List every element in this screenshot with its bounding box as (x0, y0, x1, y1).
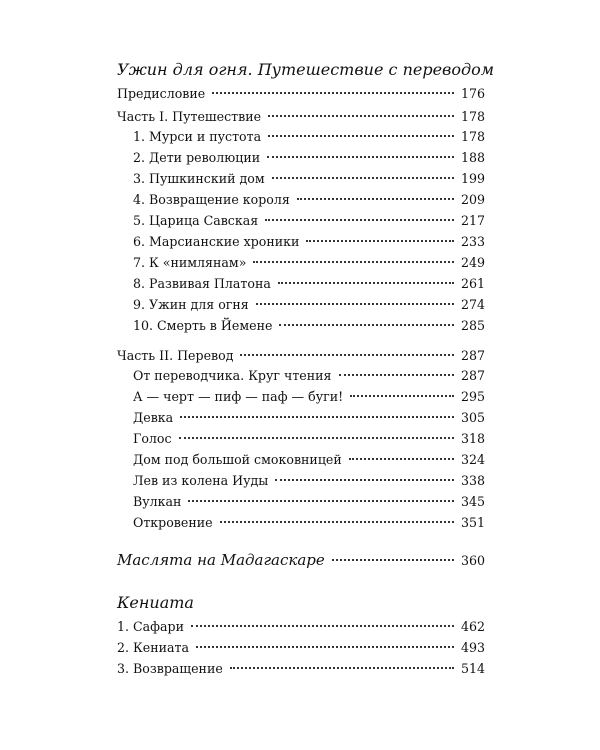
leader-dots (268, 115, 454, 117)
toc-entry-label: А — черт — пиф — паф — буги! (133, 389, 344, 404)
toc-entry[interactable] (117, 638, 485, 658)
leader-dots (297, 198, 454, 200)
toc-entry[interactable] (133, 127, 485, 147)
toc-entry-label: Девка (133, 410, 174, 425)
toc-entry-page: 514 (460, 661, 485, 676)
toc-entry-page: 178 (460, 129, 485, 144)
leader-dots (240, 354, 453, 356)
toc-entry-label: Лев из колена Иуды (133, 473, 269, 488)
leader-dots (265, 219, 454, 221)
toc-entry-page: 178 (460, 109, 485, 124)
toc-entry[interactable] (133, 295, 485, 315)
toc-entry[interactable] (133, 232, 485, 252)
toc-entry-label: От переводчика. Круг чтения (133, 368, 332, 383)
toc-entry[interactable] (117, 346, 485, 366)
section-title: Ужин для огня. Путешествие с переводом (117, 60, 495, 79)
leader-dots (230, 667, 454, 669)
toc-entry[interactable] (133, 387, 485, 407)
toc-entry-page: 285 (460, 318, 485, 333)
leader-dots (268, 135, 454, 137)
toc-entry[interactable] (133, 253, 485, 273)
toc-section-entry[interactable] (117, 550, 485, 570)
toc-entry-page: 360 (460, 553, 485, 568)
section-title: Кениата (117, 593, 194, 612)
toc-entry-label: Откровение (133, 515, 213, 530)
toc-entry-label: 7. К «нимлянам» (133, 255, 247, 270)
toc-entry[interactable] (133, 492, 485, 512)
leader-dots (278, 282, 454, 284)
toc-entry-page: 295 (460, 389, 485, 404)
toc-entry-label: 10. Смерть в Йемене (133, 318, 273, 333)
toc-entry-page: 287 (460, 348, 485, 363)
toc-entry-label: 6. Марсианские хроники (133, 234, 300, 249)
leader-dots (212, 92, 454, 94)
leader-dots (306, 240, 454, 242)
toc-entry-page: 324 (460, 452, 485, 467)
leader-dots (220, 521, 454, 523)
toc-entry-page: 217 (460, 213, 485, 228)
toc-entry-label: Часть II. Перевод (117, 348, 234, 363)
leader-dots (191, 625, 454, 627)
toc-entry[interactable] (117, 107, 485, 127)
toc-entry-page: 462 (460, 619, 485, 634)
toc-entry-label: 1. Сафари (117, 619, 184, 634)
toc-entry-label: Предисловие (117, 86, 206, 101)
toc-entry[interactable] (133, 274, 485, 294)
leader-dots (179, 437, 454, 439)
toc-entry[interactable] (117, 617, 485, 637)
toc-entry-page: 199 (460, 171, 485, 186)
toc-entry-label: 3. Пушкинский дом (133, 171, 265, 186)
toc-entry-page: 338 (460, 473, 485, 488)
toc-entry-label: 1. Мурси и пустота (133, 129, 262, 144)
toc-entry-page: 493 (460, 640, 485, 655)
toc-entry-page: 318 (460, 431, 485, 446)
leader-dots (256, 303, 454, 305)
toc-entry-label: Дом под большой смоковницей (133, 452, 342, 467)
toc-entry[interactable] (133, 211, 485, 231)
toc-entry-label: Часть I. Путешествие (117, 109, 262, 124)
toc-entry-label: 4. Возвращение короля (133, 192, 290, 207)
leader-dots (339, 374, 454, 376)
toc-entry-page: 209 (460, 192, 485, 207)
toc-entry-page: 345 (460, 494, 485, 509)
leader-dots (267, 156, 454, 158)
toc-entry-label: 8. Развивая Платона (133, 276, 271, 291)
toc-entry-page: 287 (460, 368, 485, 383)
toc-entry[interactable] (133, 148, 485, 168)
toc-entry[interactable] (133, 316, 485, 336)
leader-dots (275, 479, 454, 481)
toc-entry-label: 5. Царица Савская (133, 213, 259, 228)
leader-dots (196, 646, 454, 648)
leader-dots (180, 416, 454, 418)
toc-entry-label: 9. Ужин для огня (133, 297, 249, 312)
toc-entry-page: 305 (460, 410, 485, 425)
toc-entry[interactable] (133, 190, 485, 210)
toc-entry-page: 176 (460, 86, 485, 101)
leader-dots (349, 458, 454, 460)
section-title: Маслята на Мадагаскаре (117, 551, 325, 569)
leader-dots (253, 261, 454, 263)
toc-entry[interactable] (133, 450, 485, 470)
leader-dots (279, 324, 454, 326)
toc-entry-page: 274 (460, 297, 485, 312)
toc-entry[interactable] (133, 366, 485, 386)
leader-dots (350, 395, 454, 397)
leader-dots (332, 559, 454, 561)
toc-entry[interactable] (117, 659, 485, 679)
toc-entry-page: 188 (460, 150, 485, 165)
toc-entry[interactable] (133, 429, 485, 449)
toc-entry[interactable] (133, 169, 485, 189)
toc-entry[interactable] (117, 84, 485, 104)
toc-entry-label: 2. Кениата (117, 640, 189, 655)
toc-entry-label: Голос (133, 431, 172, 446)
leader-dots (272, 177, 454, 179)
toc-entry[interactable] (133, 513, 485, 533)
toc-entry-page: 249 (460, 255, 485, 270)
toc-entry-page: 233 (460, 234, 485, 249)
leader-dots (188, 500, 454, 502)
toc-entry-label: 3. Возвращение (117, 661, 223, 676)
toc-entry[interactable] (133, 408, 485, 428)
toc-entry-page: 351 (460, 515, 485, 530)
toc-entry-page: 261 (460, 276, 485, 291)
toc-entry-label: Вулкан (133, 494, 182, 509)
toc-entry[interactable] (133, 471, 485, 491)
toc-entry-label: 2. Дети революции (133, 150, 261, 165)
